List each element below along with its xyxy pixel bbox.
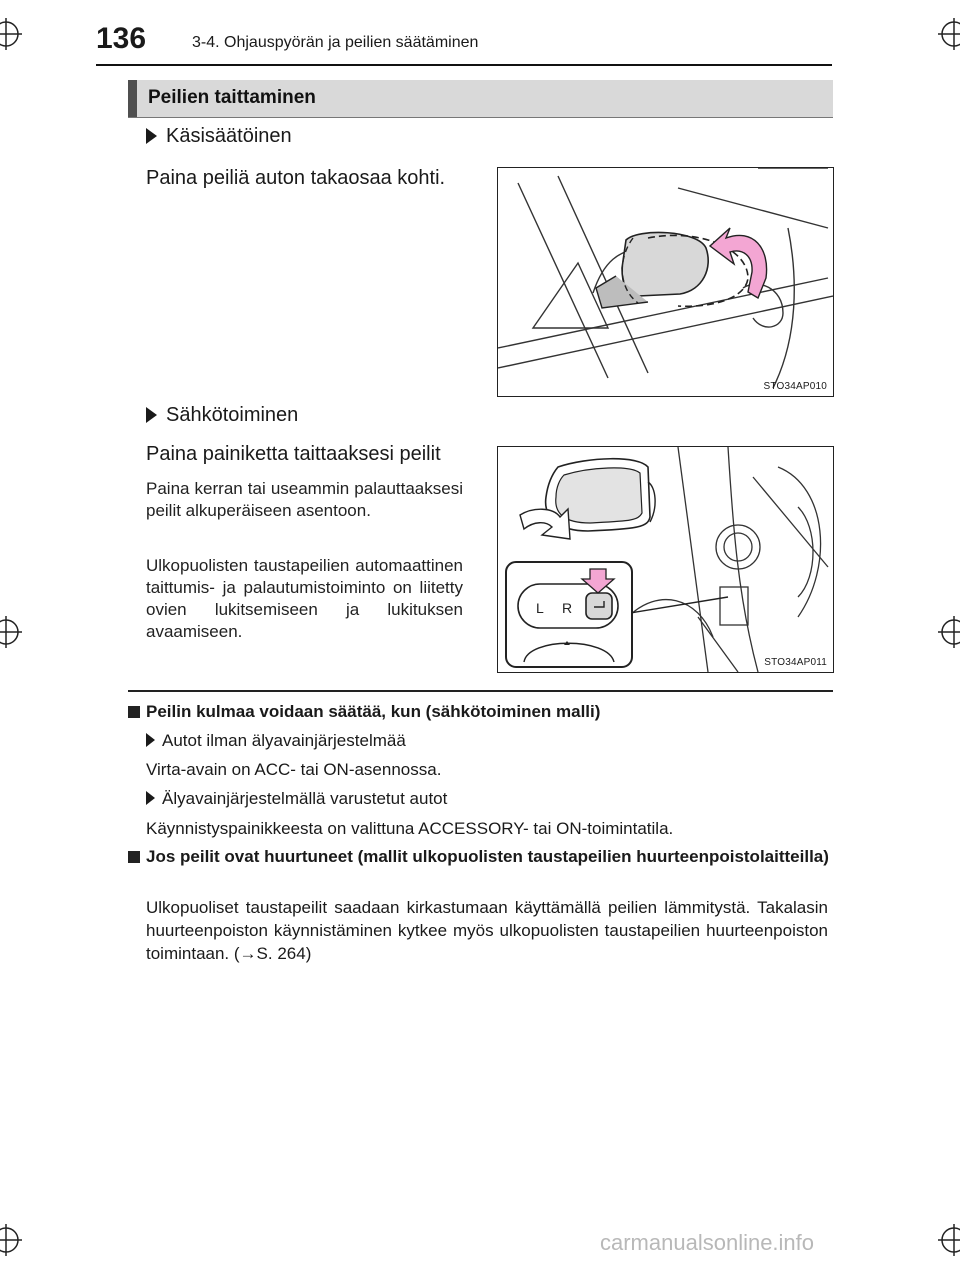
chapter-title: 3-4. Ohjauspyörän ja peilien säätäminen <box>192 34 479 51</box>
info1-subheading-2 <box>146 787 447 810</box>
crop-mark-top-right <box>920 14 960 54</box>
info1-heading <box>128 700 833 723</box>
section-underline <box>128 117 833 118</box>
watermark: carmanualsonline.info <box>600 1230 815 1255</box>
info-divider <box>128 690 833 692</box>
figure-code-manual: STO34AP010 <box>763 381 827 392</box>
info1-text-1: Virta-avain on ACC- tai ON-asennossa. <box>146 760 442 779</box>
crop-mark-mid-right <box>920 612 960 652</box>
triangle-bullet-icon <box>146 407 157 423</box>
figure-electric-switch <box>497 446 834 673</box>
switch-left-label: L <box>536 600 544 616</box>
electric-note-2: Ulkopuolisten taustapeilien automaattinen taittumis- ja palautumistoiminto on liitetty ovien lukitsemiseen ja lukituksen avaamiseen. <box>146 556 463 641</box>
info1-title: Peilin kulmaa voidaan säätää, kun (sähkötoiminen malli) <box>146 702 601 721</box>
triangle-bullet-icon <box>146 128 157 144</box>
info1-text-2: Käynnistyspainikkeesta on valittuna ACCESSORY- tai ON-toimintatila. <box>146 819 674 838</box>
square-bullet-icon <box>128 706 140 718</box>
info2-text: Ulkopuoliset taustapeilit saadaan kirkastumaan käyttämällä peilien lämmitystä. Takalasin huurteenpoiston käynnistäminen kytkee myös ulkopuolisten taustapeilien huurteenpoiston toimintaan. (→S. 264) <box>146 898 828 963</box>
section-heading-stripe <box>128 80 137 117</box>
manual-heading-text: Käsisäätöinen <box>166 125 292 147</box>
manual-mirror-illustration <box>498 168 833 396</box>
electric-note-1: Paina kerran tai useammin palauttaaksesi peilit alkuperäiseen asentoon. <box>146 479 463 520</box>
switch-right-label: R <box>562 600 573 616</box>
header-divider <box>96 64 832 66</box>
electric-heading-text: Sähkötoiminen <box>166 404 299 426</box>
square-bullet-icon <box>128 851 140 863</box>
info2-heading <box>128 845 833 868</box>
triangle-bullet-icon <box>146 733 155 747</box>
page-number: 136 <box>96 22 147 55</box>
info1-sub1-text: Autot ilman älyavainjärjestelmää <box>162 731 406 750</box>
manual-instruction: Paina peiliä auton takaosaa kohti. <box>146 167 446 189</box>
triangle-bullet-icon <box>146 791 155 805</box>
electric-heading <box>146 404 298 427</box>
crop-mark-mid-left <box>0 612 40 652</box>
crop-mark-top-left <box>0 14 40 54</box>
info2-title: Jos peilit ovat huurtuneet (mallit ulkopuolisten taustapeilien huurteenpoistolaitteilla) <box>146 847 829 866</box>
crop-mark-bottom-right <box>920 1220 960 1260</box>
section-title: Peilien taittaminen <box>148 87 316 108</box>
electric-switch-illustration <box>498 447 833 672</box>
info1-sub2-text: Älyavainjärjestelmällä varustetut autot <box>162 789 448 808</box>
electric-instruction: Paina painiketta taittaaksesi peilit <box>146 443 441 465</box>
section-heading-bar <box>128 80 833 117</box>
info1-subheading-1 <box>146 729 406 752</box>
crop-mark-bottom-left <box>0 1220 40 1260</box>
figure-manual-mirror <box>497 167 834 397</box>
figure-code-electric: STO34AP011 <box>764 657 827 668</box>
manual-heading <box>146 125 292 148</box>
